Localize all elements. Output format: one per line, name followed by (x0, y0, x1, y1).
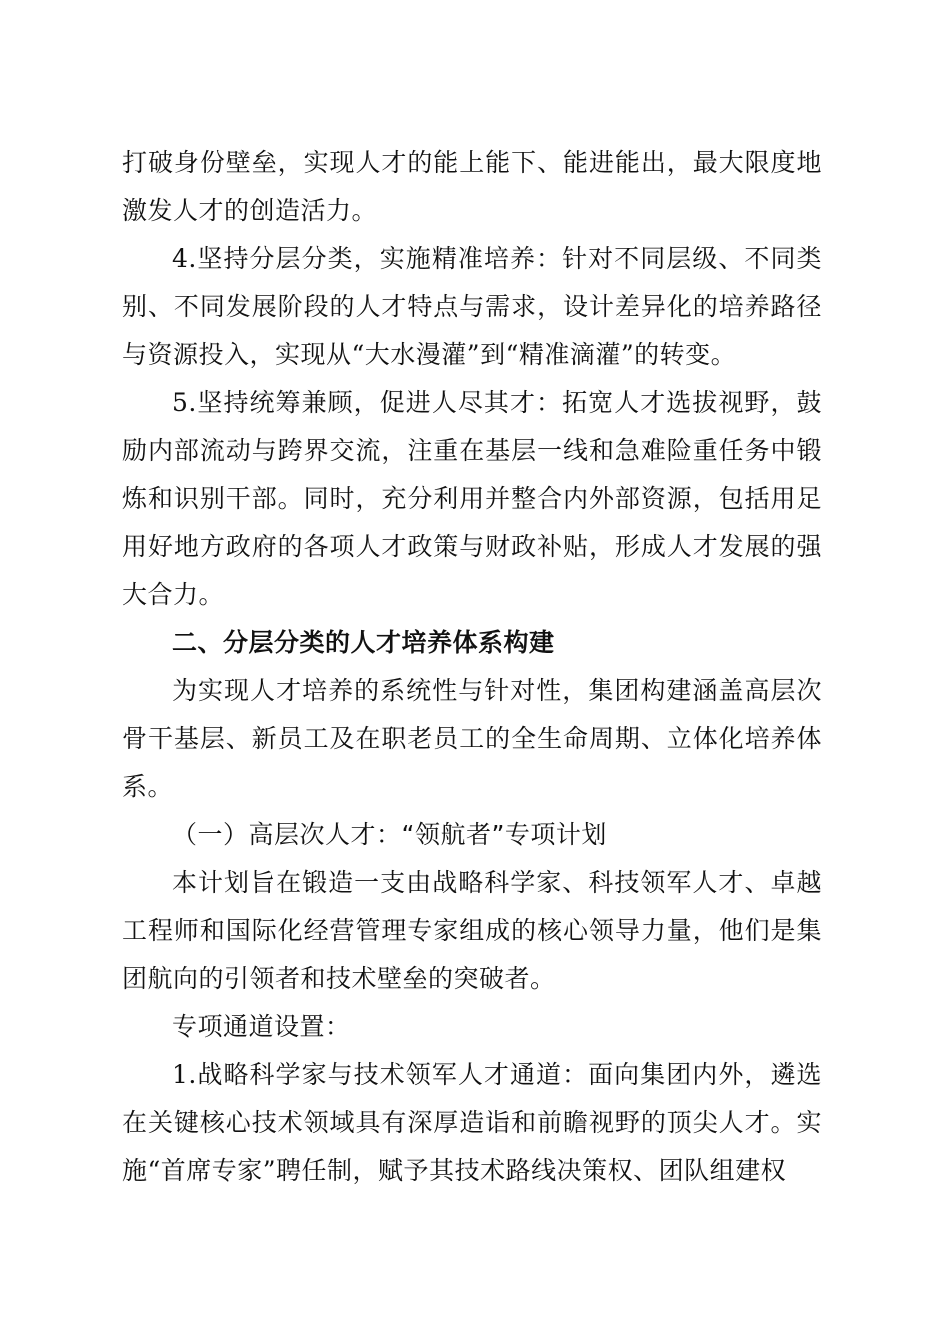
paragraph-principle-4: 4.坚持分层分类，实施精准培养：针对不同层级、不同类别、不同发展阶段的人才特点与需求，设计差异化的培养路径与资源投入，实现从“大水漫灌”到“精准滴灌”的转变。 (122, 244, 822, 369)
paragraph-plan-description: 本计划旨在锻造一支由战略科学家、科技领军人才、卓越工程师和国际化经营管理专家组成的核心领导力量，他们是集团航向的引领者和技术壁垒的突破者。 (122, 868, 822, 993)
paragraph-principle-5: 5.坚持统筹兼顾，促进人尽其才：拓宽人才选拔视野，鼓励内部流动与跨界交流，注重在基层一线和急难险重任务中锻炼和识别干部。同时，充分利用并整合内外部资源，包括用足用好地方政府的各项人才政策与财政补贴，形成人才发展的强大合力。 (122, 388, 822, 609)
section-heading-2: 二、分层分类的人才培养体系构建 (172, 628, 555, 657)
paragraph-channel-1: 1.战略科学家与技术领军人才通道：面向集团内外，遴选在关键核心技术领域具有深厚造诣和前瞻视野的顶尖人才。实施“首席专家”聘任制，赋予其技术路线决策权、团队组建权 (122, 1060, 822, 1185)
paragraph-channel-setup: 专项通道设置： (172, 1012, 351, 1041)
paragraph-section-intro: 为实现人才培养的系统性与针对性，集团构建涵盖高层次骨干基层、新员工及在职老员工的全生命周期、立体化培养体系。 (122, 676, 822, 801)
subsection-heading-1: （一）高层次人才：“领航者”专项计划 (172, 820, 607, 849)
paragraph-continued: 打破身份壁垒，实现人才的能上能下、能进能出，最大限度地激发人才的创造活力。 (122, 148, 822, 225)
document-body (122, 139, 822, 1195)
